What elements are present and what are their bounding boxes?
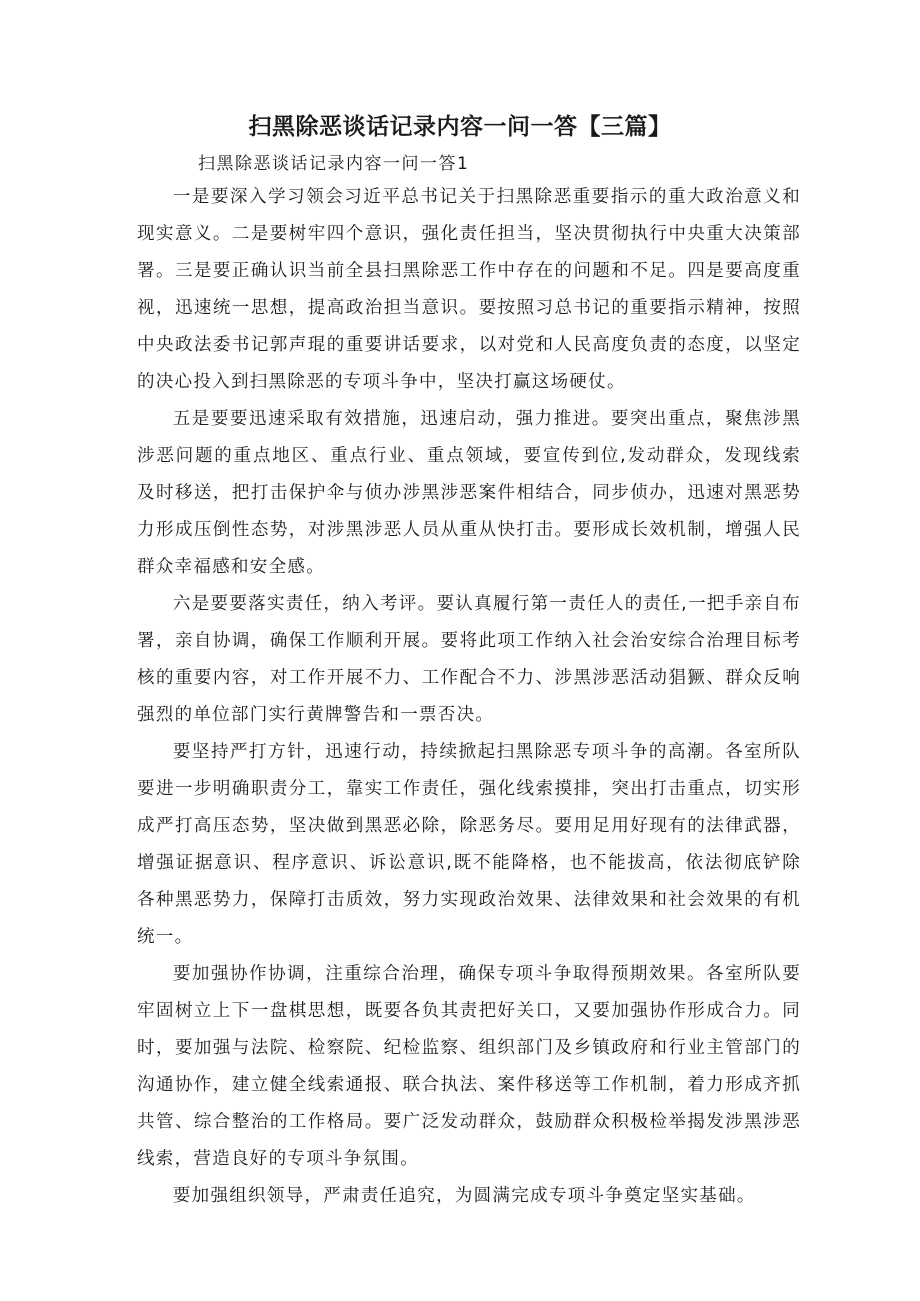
paragraph-4: 要坚持严打方针，迅速行动，持续掀起扫黑除恶专项斗争的高潮。各室所队要进一步明确职责分工，靠实工作责任，强化线索摸排，突出打击重点，切实形成严打高压态势，坚决做到黑恶必除，除恶务尽。要用足用好现有的法律武器，增强证据意识、程序意识、诉讼意识,既不能降格，也不能拔高，依法彻底铲除各种黑恶势力，保障打击质效，努力实现政治效果、法律效果和社会效果的有机统一。 xyxy=(137,742,801,947)
document-body xyxy=(137,179,801,1215)
paragraph-3: 六是要要落实责任，纳入考评。要认真履行第一责任人的责任,一把手亲自布署，亲自协调，确保工作顺利开展。要将此项工作纳入社会治安综合治理目标考核的重要内容，对工作开展不力、工作配合不力、涉黑涉恶活动猖獗、群众反响强烈的单位部门实行黄牌警告和一票否决。 xyxy=(137,594,801,725)
document-subtitle: 扫黑除恶谈话记录内容一问一答1 xyxy=(198,154,470,174)
paragraph-1: 一是要深入学习领会习近平总书记关于扫黑除恶重要指示的重大政治意义和现实意义。二是要树牢四个意识，强化责任担当，坚决贯彻执行中央重大决策部署。三是要正确认识当前全县扫黑除恶工作中存在的问题和不足。四是要高度重视，迅速统一思想，提高政治担当意识。要按照习总书记的重要指示精神，按照中央政法委书记郭声琨的重要讲话要求，以对党和人民高度负责的态度，以坚定的决心投入到扫黑除恶的专项斗争中，坚决打赢这场硬仗。 xyxy=(137,187,801,392)
paragraph-5: 要加强协作协调，注重综合治理，确保专项斗争取得预期效果。各室所队要牢固树立上下一盘棋思想，既要各负其责把好关口，又要加强协作形成合力。同时，要加强与法院、检察院、纪检监察、组织部门及乡镇政府和行业主管部门的沟通协作，建立健全线索通报、联合执法、案件移送等工作机制，着力形成齐抓共管、综合整治的工作格局。要广泛发动群众，鼓励群众积极检举揭发涉黑涉恶线索，营造良好的专项斗争氛围。 xyxy=(137,964,801,1169)
paragraph-6: 要加强组织领导，严肃责任追究，为圆满完成专项斗争奠定坚实基础。 xyxy=(172,1186,756,1206)
document-title: 扫黑除恶谈话记录内容一问一答【三篇】 xyxy=(248,114,672,140)
paragraph-2: 五是要要迅速采取有效措施，迅速启动，强力推进。要突出重点，聚焦涉黑涉恶问题的重点地区、重点行业、重点领域，要宣传到位,发动群众，发现线索及时移送，把打击保护伞与侦办涉黑涉恶案件相结合，同步侦办，迅速对黑恶势力形成压倒性态势，对涉黑涉恶人员从重从快打击。要形成长效机制，增强人民群众幸福感和安全感。 xyxy=(137,409,801,577)
